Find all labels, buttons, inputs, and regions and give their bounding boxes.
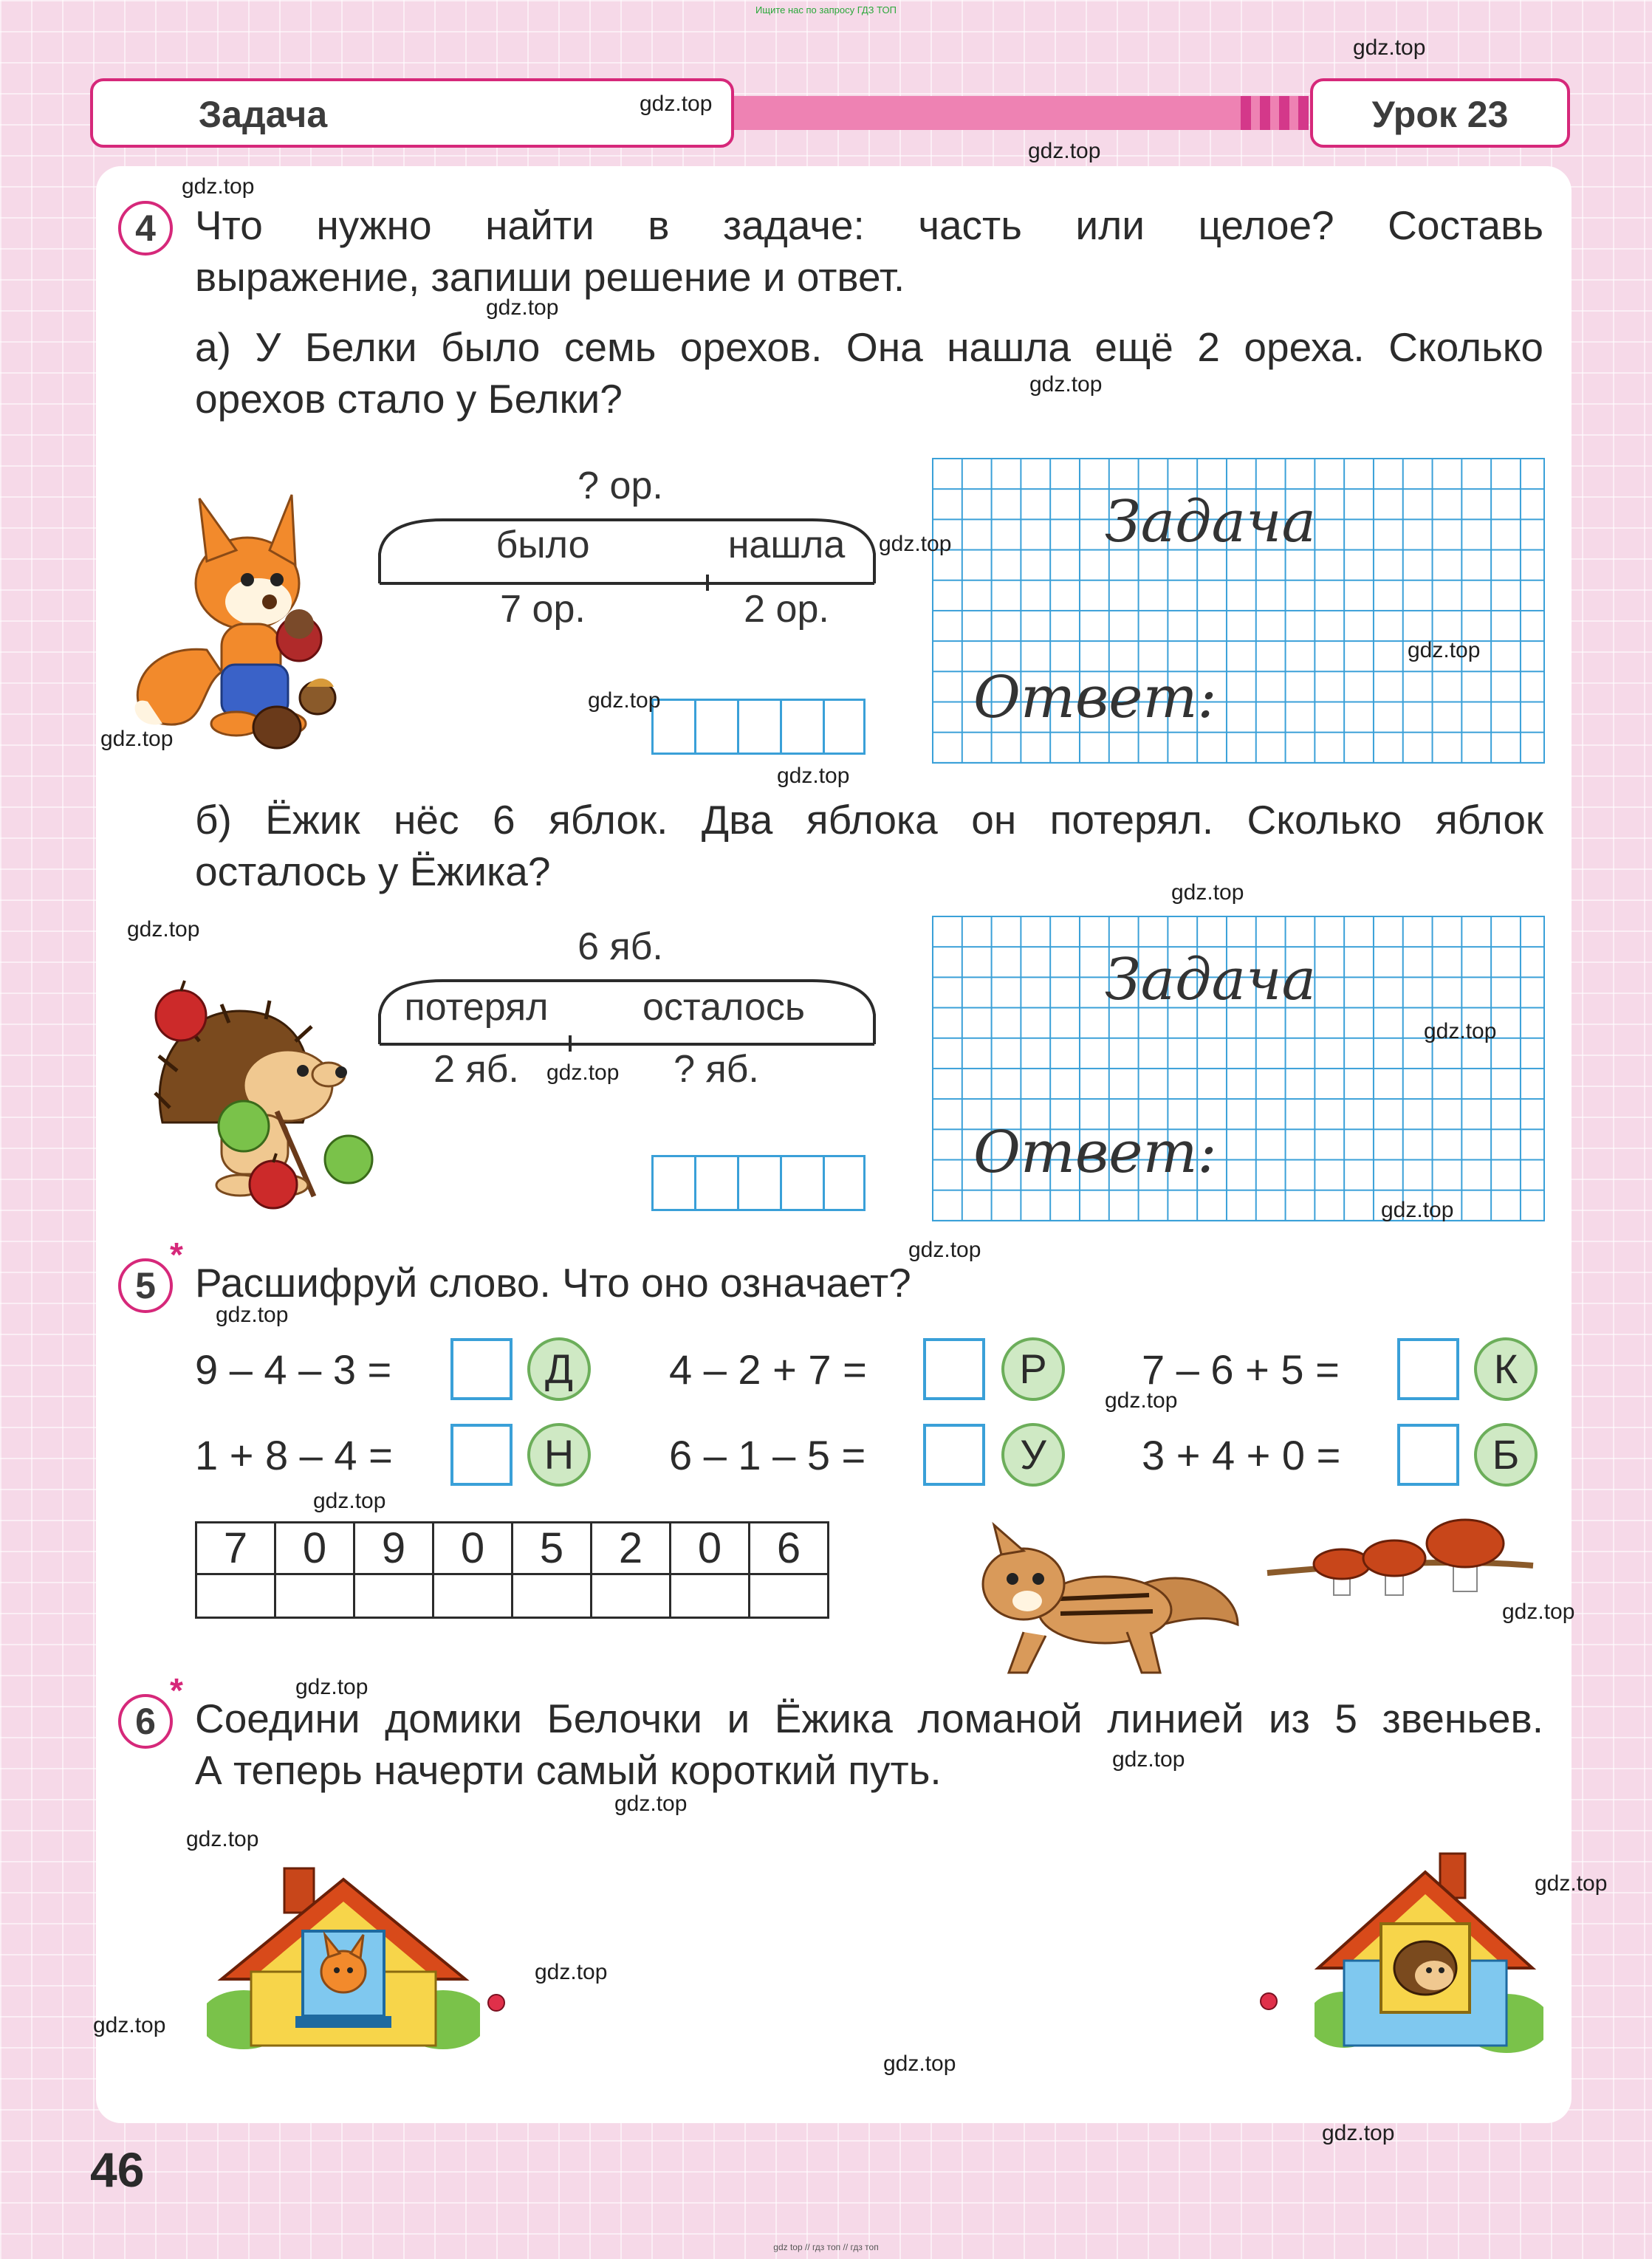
equation-1-letter: Д (527, 1337, 591, 1401)
watermark: gdz.top (93, 2013, 166, 2037)
task-5-prompt: Расшифруй слово. Что оно означает? (195, 1260, 911, 1306)
header-stripe-bar-1 (1241, 96, 1251, 130)
task-6-line2: А теперь начерти самый короткий путь. (195, 1747, 942, 1793)
code-digit: 0 (275, 1523, 354, 1574)
watermark: gdz.top (908, 1238, 981, 1262)
code-table (195, 1521, 829, 1619)
task-4a-answer-cells[interactable] (651, 699, 866, 755)
equation-1: 9 – 4 – 3 = (195, 1346, 392, 1393)
code-letter-cell[interactable] (196, 1574, 275, 1618)
equation-6: 3 + 4 + 0 = (1142, 1432, 1341, 1478)
watermark: gdz.top (1105, 1388, 1178, 1413)
header-stripe-bar-3 (1279, 96, 1289, 130)
watermark: gdz.top (777, 764, 850, 788)
watermark: gdz.top (640, 92, 713, 116)
watermark: gdz.top (879, 532, 952, 556)
watermark: gdz.top (883, 2051, 956, 2076)
watermark: gdz.top (1028, 139, 1101, 163)
start-dot-left[interactable] (487, 1994, 505, 2012)
watermark: gdz.top (546, 1060, 620, 1085)
equation-3: 7 – 6 + 5 = (1142, 1346, 1340, 1393)
task-5-star: * (170, 1235, 183, 1274)
watermark: gdz.top (1322, 2121, 1395, 2145)
task-4b-whole-label: 6 яб. (577, 925, 663, 968)
watermark: gdz.top (1381, 1198, 1454, 1222)
watermark: gdz.top (295, 1675, 369, 1699)
task-4-prompt-line1: Что нужно найти в задаче: часть или целое? Составь (195, 202, 1543, 248)
header-stripe-bar-2 (1260, 96, 1270, 130)
watermark: gdz.top (1408, 638, 1481, 662)
equation-6-letter: Б (1474, 1423, 1538, 1487)
header-stripe-bar-4 (1298, 96, 1309, 130)
red-apple-illustration (244, 1152, 303, 1211)
task-4b-part2-label: осталось (642, 986, 805, 1029)
code-digit: 7 (196, 1523, 275, 1574)
code-digit: 2 (592, 1523, 671, 1574)
watermark: gdz.top (127, 917, 200, 942)
task-4-number: 4 (118, 201, 173, 256)
watermark: gdz.top (1112, 1747, 1185, 1772)
squirrel-illustration (118, 480, 340, 753)
equation-5: 6 – 1 – 5 = (669, 1432, 866, 1478)
watermark: gdz.top (535, 1960, 608, 1984)
task-4b-line2: осталось у Ёжика? (195, 849, 551, 894)
code-digits-row (196, 1523, 829, 1574)
task-4a-part2-value: 2 ор. (744, 588, 829, 631)
code-digit: 9 (354, 1523, 433, 1574)
hedgehog-house-illustration (1315, 1846, 1543, 2053)
chipmunk-illustration (957, 1514, 1245, 1684)
task-4b-part1-label: потерял (404, 986, 549, 1029)
mushrooms-on-branch-illustration (1260, 1514, 1540, 1610)
start-dot-right[interactable] (1260, 1992, 1278, 2010)
equation-3-answer-box[interactable] (1397, 1338, 1459, 1400)
task-4a-part2-label: нашла (727, 524, 846, 566)
watermark: gdz.top (486, 295, 559, 320)
task-4a-part1-value: 7 ор. (500, 588, 586, 631)
equation-4: 1 + 8 – 4 = (195, 1432, 393, 1478)
task-4a-part1-label: было (496, 524, 590, 566)
top-note: Ищите нас по запросу ГДЗ ТОП (755, 4, 897, 16)
equation-2-answer-box[interactable] (923, 1338, 985, 1400)
watermark: gdz.top (182, 174, 255, 199)
task-4b-part1-value: 2 яб. (433, 1048, 519, 1091)
watermark: gdz.top (313, 1489, 386, 1513)
watermark: gdz.top (1029, 372, 1103, 397)
watermark: gdz.top (1353, 35, 1426, 60)
code-letter-cell[interactable] (275, 1574, 354, 1618)
watermark: gdz.top (614, 1792, 688, 1816)
code-letter-cell[interactable] (433, 1574, 513, 1618)
lesson-header (1310, 78, 1570, 148)
task-4b-part2-value: ? яб. (674, 1048, 759, 1091)
code-digit: 0 (671, 1523, 750, 1574)
equation-5-answer-box[interactable] (923, 1424, 985, 1486)
watermark: gdz.top (1535, 1871, 1608, 1896)
task-4b-line1: б) Ёжик нёс 6 яблок. Два яблока он потерял. Сколько яблок (195, 797, 1543, 843)
task-6-number: 6 (118, 1694, 173, 1749)
watermark: gdz.top (186, 1827, 259, 1851)
equation-6-answer-box[interactable] (1397, 1424, 1459, 1486)
watermark: gdz.top (216, 1303, 289, 1327)
task-6-line1: Соедини домики Белочки и Ёжика ломаной линией из 5 звеньев. (195, 1696, 1543, 1741)
watermark: gdz.top (1424, 1019, 1497, 1043)
bottom-note: gdz top // гдз топ // гдз топ (773, 2242, 879, 2252)
watermark: gdz.top (588, 688, 661, 713)
topic-header (90, 78, 734, 148)
topic-title: Задача (198, 94, 328, 135)
watermark: gdz.top (100, 727, 174, 751)
task-4a-grid-title: Задача (1105, 489, 1317, 555)
task-4a-line2: орехов стало у Белки? (195, 376, 623, 422)
task-4b-answer-cells[interactable] (651, 1155, 866, 1211)
equation-1-answer-box[interactable] (450, 1338, 513, 1400)
task-4-prompt-line2: выражение, запиши решение и ответ. (195, 254, 905, 300)
code-letter-cell[interactable] (671, 1574, 750, 1618)
code-letter-cell[interactable] (750, 1574, 829, 1618)
task-5-number: 5 (118, 1258, 173, 1313)
code-letter-cell[interactable] (592, 1574, 671, 1618)
header-stripe (731, 96, 1307, 130)
equation-3-letter: К (1474, 1337, 1538, 1401)
code-digit: 6 (750, 1523, 829, 1574)
code-digit: 0 (433, 1523, 513, 1574)
task-4a-whole-label: ? ор. (577, 465, 663, 507)
task-4b-grid-answer: Ответ: (973, 1120, 1217, 1186)
watermark: gdz.top (1171, 880, 1244, 905)
code-letters-row[interactable] (196, 1574, 829, 1618)
equation-4-letter: Н (527, 1423, 591, 1487)
task-4a-grid-answer: Ответ: (973, 665, 1217, 731)
code-letter-cell[interactable] (513, 1574, 592, 1618)
squirrel-house-illustration (207, 1861, 480, 2053)
task-4b-grid-title: Задача (1105, 947, 1317, 1013)
watermark: gdz.top (1502, 1600, 1575, 1624)
equation-5-letter: У (1001, 1423, 1065, 1487)
code-letter-cell[interactable] (354, 1574, 433, 1618)
page-number: 46 (90, 2142, 145, 2197)
lesson-title: Урок 23 (1371, 94, 1509, 135)
task-6-star: * (170, 1671, 183, 1710)
equation-2: 4 – 2 + 7 = (669, 1346, 867, 1393)
equation-2-letter: Р (1001, 1337, 1065, 1401)
task-4a-line1: а) У Белки было семь орехов. Она нашла ещё 2 ореха. Сколько (195, 324, 1543, 370)
code-digit: 5 (513, 1523, 592, 1574)
equation-4-answer-box[interactable] (450, 1424, 513, 1486)
